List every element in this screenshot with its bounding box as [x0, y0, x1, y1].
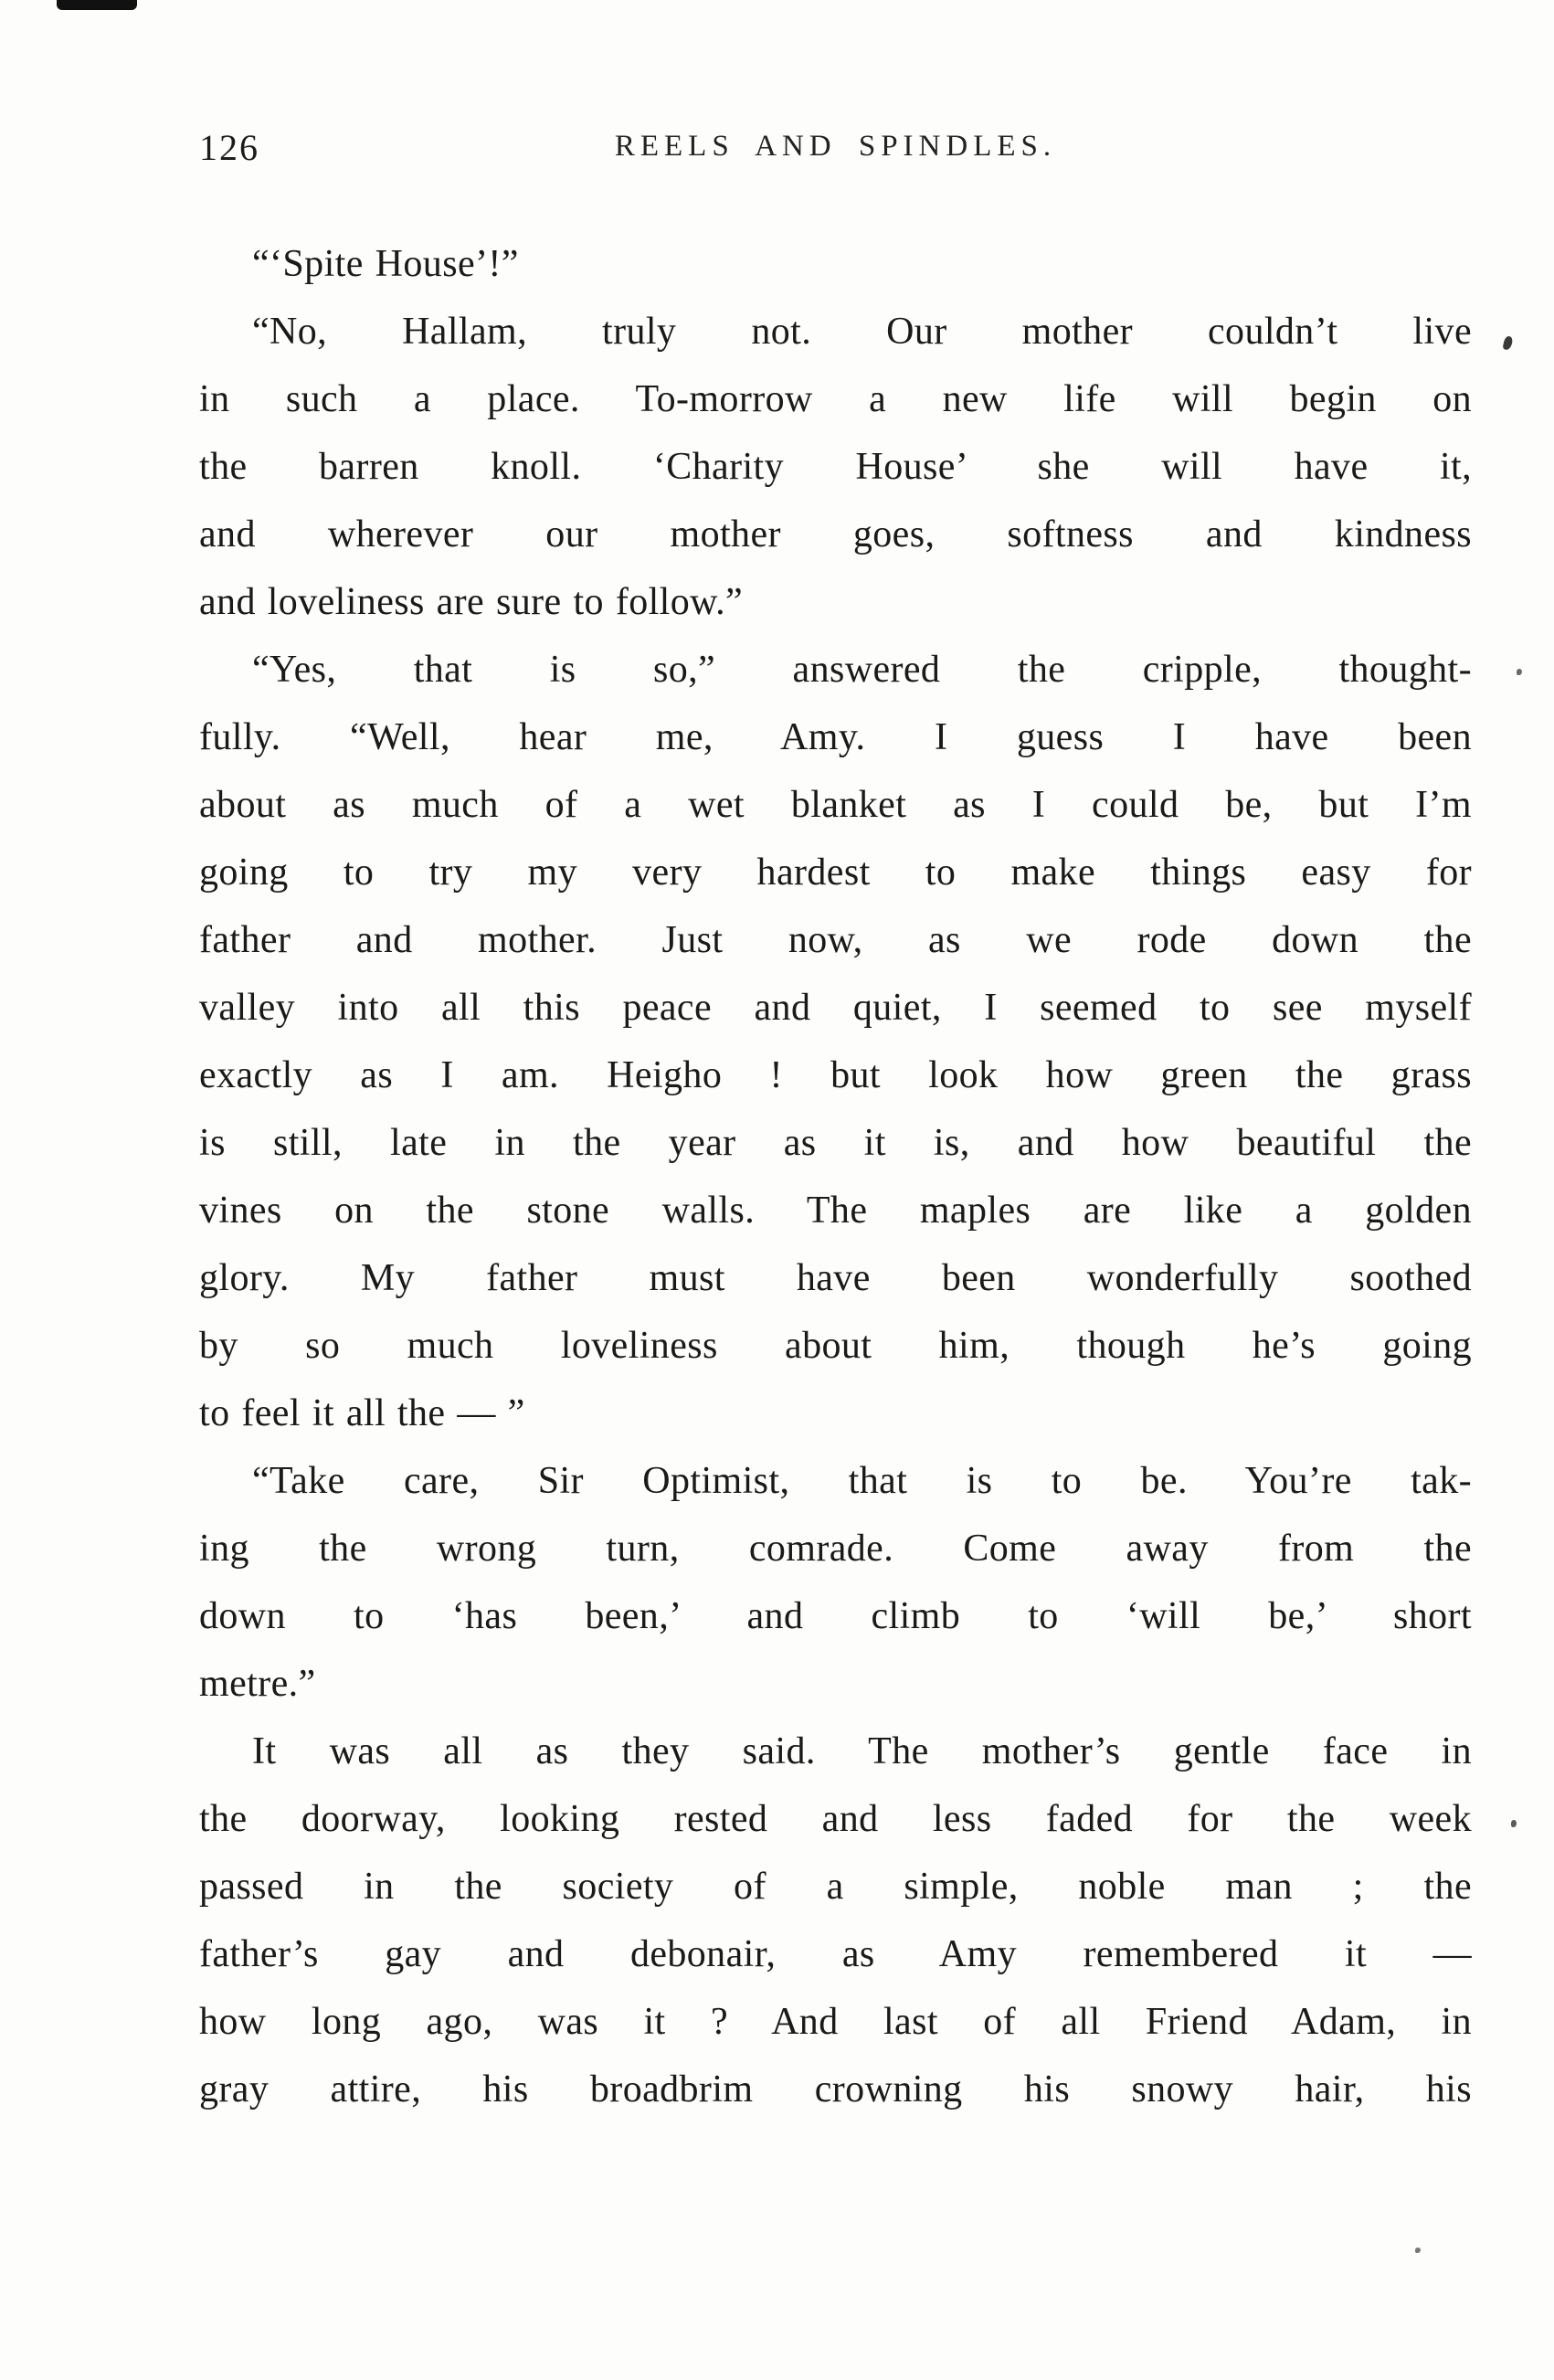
text-line: exactly as I am. Heigho ! but look how green the grass: [199, 1054, 1472, 1096]
text-line: to feel it all the — ”: [199, 1392, 525, 1434]
text-line: fully. “Well, hear me, Amy. I guess I have been: [199, 716, 1472, 758]
text-line: in such a place. To-morrow a new life will begin on: [199, 378, 1472, 420]
scan-artifact-top-edge: [57, 0, 137, 10]
paragraph: [199, 1718, 1472, 2123]
text-line: “Take care, Sir Optimist, that is to be. You’re tak-: [252, 1460, 1472, 1502]
scan-speck: [1415, 2248, 1421, 2253]
scan-speck: [1517, 669, 1522, 675]
text-line: about as much of a wet blanket as I could be, but I’m: [199, 784, 1472, 826]
text-line: down to ‘has been,’ and climb to ‘will be,’ short: [199, 1595, 1472, 1637]
text-line: and loveliness are sure to follow.”: [199, 581, 744, 623]
text-line: going to try my very hardest to make things easy for: [199, 852, 1472, 894]
text-line: “No, Hallam, truly not. Our mother couldn’t live: [252, 311, 1472, 353]
text-line: and wherever our mother goes, softness and kindness: [199, 513, 1472, 555]
text-line: father’s gay and debonair, as Amy remembered it —: [199, 1933, 1472, 1975]
scan-speck: [1502, 335, 1513, 351]
text-line: It was all as they said. The mother’s gentle face in: [252, 1730, 1472, 1772]
text-line: gray attire, his broadbrim crowning his snowy hair, his: [199, 2068, 1472, 2110]
text-line: the doorway, looking rested and less faded for the week: [199, 1798, 1472, 1840]
text-line: metre.”: [199, 1663, 316, 1705]
text-line: how long ago, was it ? And last of all Friend Adam, in: [199, 2001, 1472, 2043]
text-line: the barren knoll. ‘Charity House’ she will have it,: [199, 446, 1472, 488]
paragraph: [199, 298, 1472, 636]
running-head-title: REELS AND SPINDLES.: [614, 130, 1057, 163]
text-line: “Yes, that is so,” answered the cripple, thought-: [252, 649, 1472, 691]
text-line: “‘Spite House’!”: [252, 243, 519, 285]
text-line: by so much loveliness about him, though he’s going: [199, 1325, 1472, 1367]
text-line: father and mother. Just now, as we rode down the: [199, 919, 1472, 961]
page-body-text: [199, 230, 1472, 2123]
text-line: glory. My father must have been wonderfully soothed: [199, 1257, 1472, 1299]
paragraph: [199, 636, 1472, 1447]
page-header: [199, 126, 1472, 181]
text-line: ing the wrong turn, comrade. Come away from the: [199, 1528, 1472, 1570]
paragraph: [199, 230, 1472, 298]
text-line: valley into all this peace and quiet, I seemed to see myself: [199, 987, 1472, 1029]
text-line: is still, late in the year as it is, and how beautiful the: [199, 1122, 1472, 1164]
paragraph: [199, 1447, 1472, 1718]
page-number: 126: [199, 127, 259, 168]
text-line: vines on the stone walls. The maples are like a golden: [199, 1190, 1472, 1232]
scan-speck: [1511, 1820, 1517, 1827]
text-line: passed in the society of a simple, noble man ; the: [199, 1866, 1472, 1908]
